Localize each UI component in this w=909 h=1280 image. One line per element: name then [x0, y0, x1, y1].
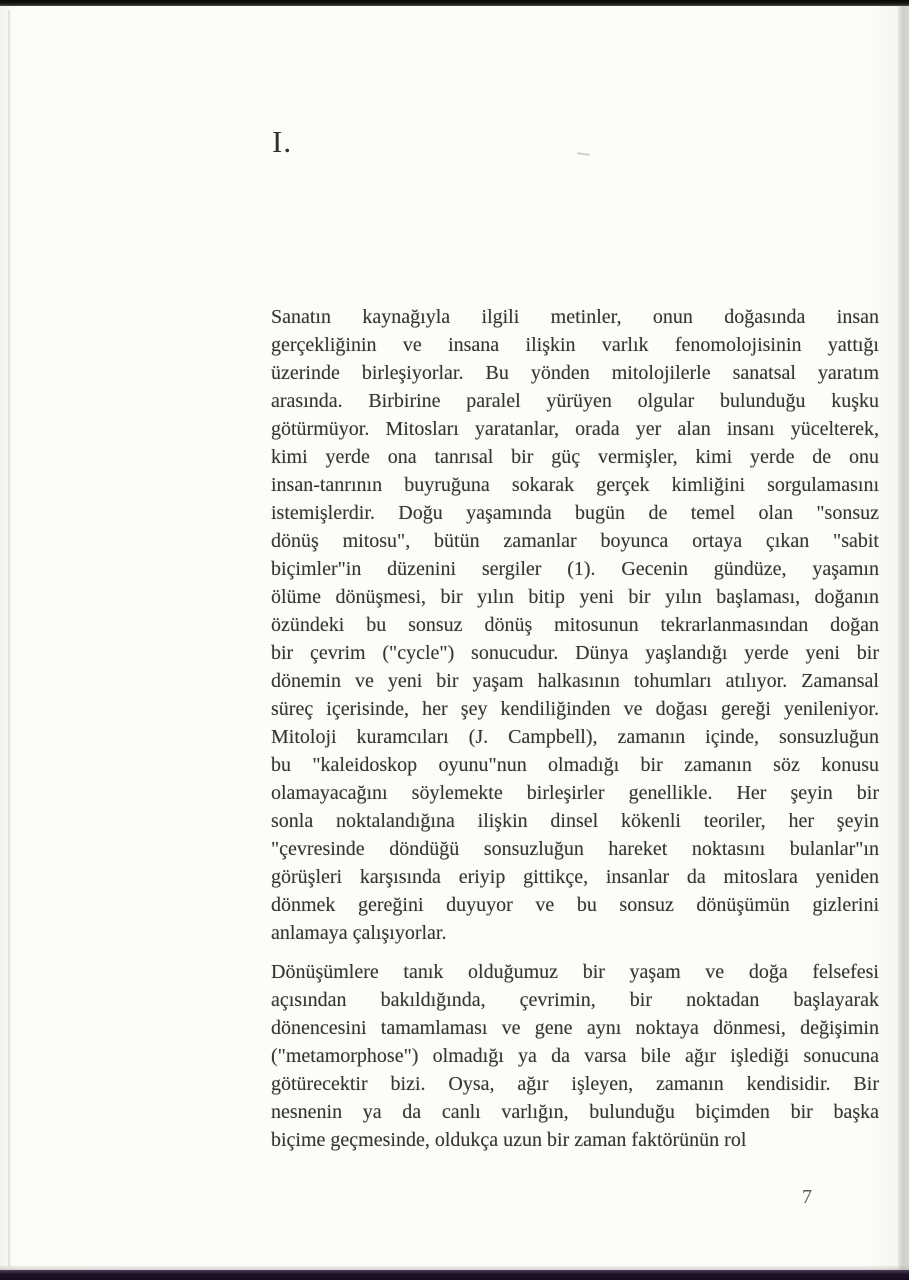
text-line: dönmek gereğini duyuyor ve bu sonsuz dönüşümün gizlerini	[271, 894, 879, 916]
paragraph	[271, 958, 879, 1154]
text-line: nesnenin ya da canlı varlığın, bulunduğu biçimden bir başka	[271, 1101, 879, 1123]
text-line: anlamaya çalışıyorlar.	[271, 922, 447, 944]
text-line: istemişlerdir. Doğu yaşamında bugün de temel olan "sonsuz	[271, 502, 879, 524]
text-line: özündeki bu sonsuz dönüş mitosunun tekrarlanmasından doğan	[271, 614, 879, 636]
text-line: götürmüyor. Mitosları yaratanlar, orada yer alan insanı yücelterek,	[271, 418, 879, 440]
text-line: üzerinde birleşiyorlar. Bu yönden mitolojilerle sanatsal yaratım	[271, 362, 879, 384]
text-line: biçime geçmesinde, oldukça uzun bir zaman faktörünün rol	[271, 1129, 747, 1151]
text-line: arasında. Birbirine paralel yürüyen olgular bulunduğu kuşku	[271, 390, 879, 412]
text-line: olamayacağını söylemekte birleşirler genellikle. Her şeyin bir	[271, 782, 879, 804]
page-number: 7	[802, 1186, 812, 1208]
text-line: dönemin ve yeni bir yaşam halkasının tohumları atılıyor. Zamansal	[271, 670, 879, 692]
text-line: biçimler"in düzenini sergiler (1). Gecenin gündüze, yaşamın	[271, 558, 879, 580]
page-right-edge	[898, 6, 909, 1270]
text-line: "çevresinde döndüğü sonsuzluğun hareket noktasını bulanlar"ın	[271, 838, 879, 860]
text-line: gerçekliğinin ve insana ilişkin varlık fenomolojisinin yattığı	[271, 334, 879, 356]
text-line: Sanatın kaynağıyla ilgili metinler, onun doğasında insan	[271, 306, 879, 328]
text-line: açısından bakıldığında, çevrimin, bir noktadan başlayarak	[271, 989, 879, 1011]
scan-bottom-edge	[0, 1270, 909, 1280]
text-line: dönencesini tamamlaması ve gene aynı noktaya dönmesi, değişimin	[271, 1017, 879, 1039]
scan-top-edge	[0, 0, 909, 6]
paragraph	[271, 303, 879, 947]
text-line: süreç içerisinde, her şey kendiliğinden ve doğası gereği yenileniyor.	[271, 698, 879, 720]
text-line: insan-tanrının buyruğuna sokarak gerçek kimliğini sorgulamasını	[271, 474, 879, 496]
text-line: bir çevrim ("cycle") sonucudur. Dünya yaşlandığı yerde yeni bir	[271, 642, 879, 664]
text-line: bu "kaleidoskop oyunu"nun olmadığı bir zamanın söz konusu	[271, 754, 879, 776]
page-left-edge	[8, 10, 10, 1266]
text-line: ölüme dönüşmesi, bir yılın bitip yeni bir yılın başlaması, doğanın	[271, 586, 879, 608]
text-line: ("metamorphose") olmadığı ya da varsa bile ağır işlediği sonucuna	[271, 1045, 879, 1067]
text-line: dönüş mitosu", bütün zamanlar boyunca ortaya çıkan "sabit	[271, 530, 879, 552]
text-line: sonla noktalandığına ilişkin dinsel kökenli teoriler, her şeyin	[271, 810, 879, 832]
text-line: Mitoloji kuramcıları (J. Campbell), zamanın içinde, sonsuzluğun	[271, 726, 879, 748]
text-line: görüşleri karşısında eriyip gittikçe, insanlar da mitoslara yeniden	[271, 866, 879, 888]
scan-artifact	[577, 152, 590, 155]
text-line: kimi yerde ona tanrısal bir güç vermişler, kimi yerde de onu	[271, 446, 879, 468]
body-text	[271, 303, 879, 1154]
chapter-heading: I.	[272, 124, 293, 159]
text-line: götürecektir bizi. Oysa, ağır işleyen, zamanın kendisidir. Bir	[271, 1073, 879, 1095]
text-line: Dönüşümlere tanık olduğumuz bir yaşam ve doğa felsefesi	[271, 961, 879, 983]
